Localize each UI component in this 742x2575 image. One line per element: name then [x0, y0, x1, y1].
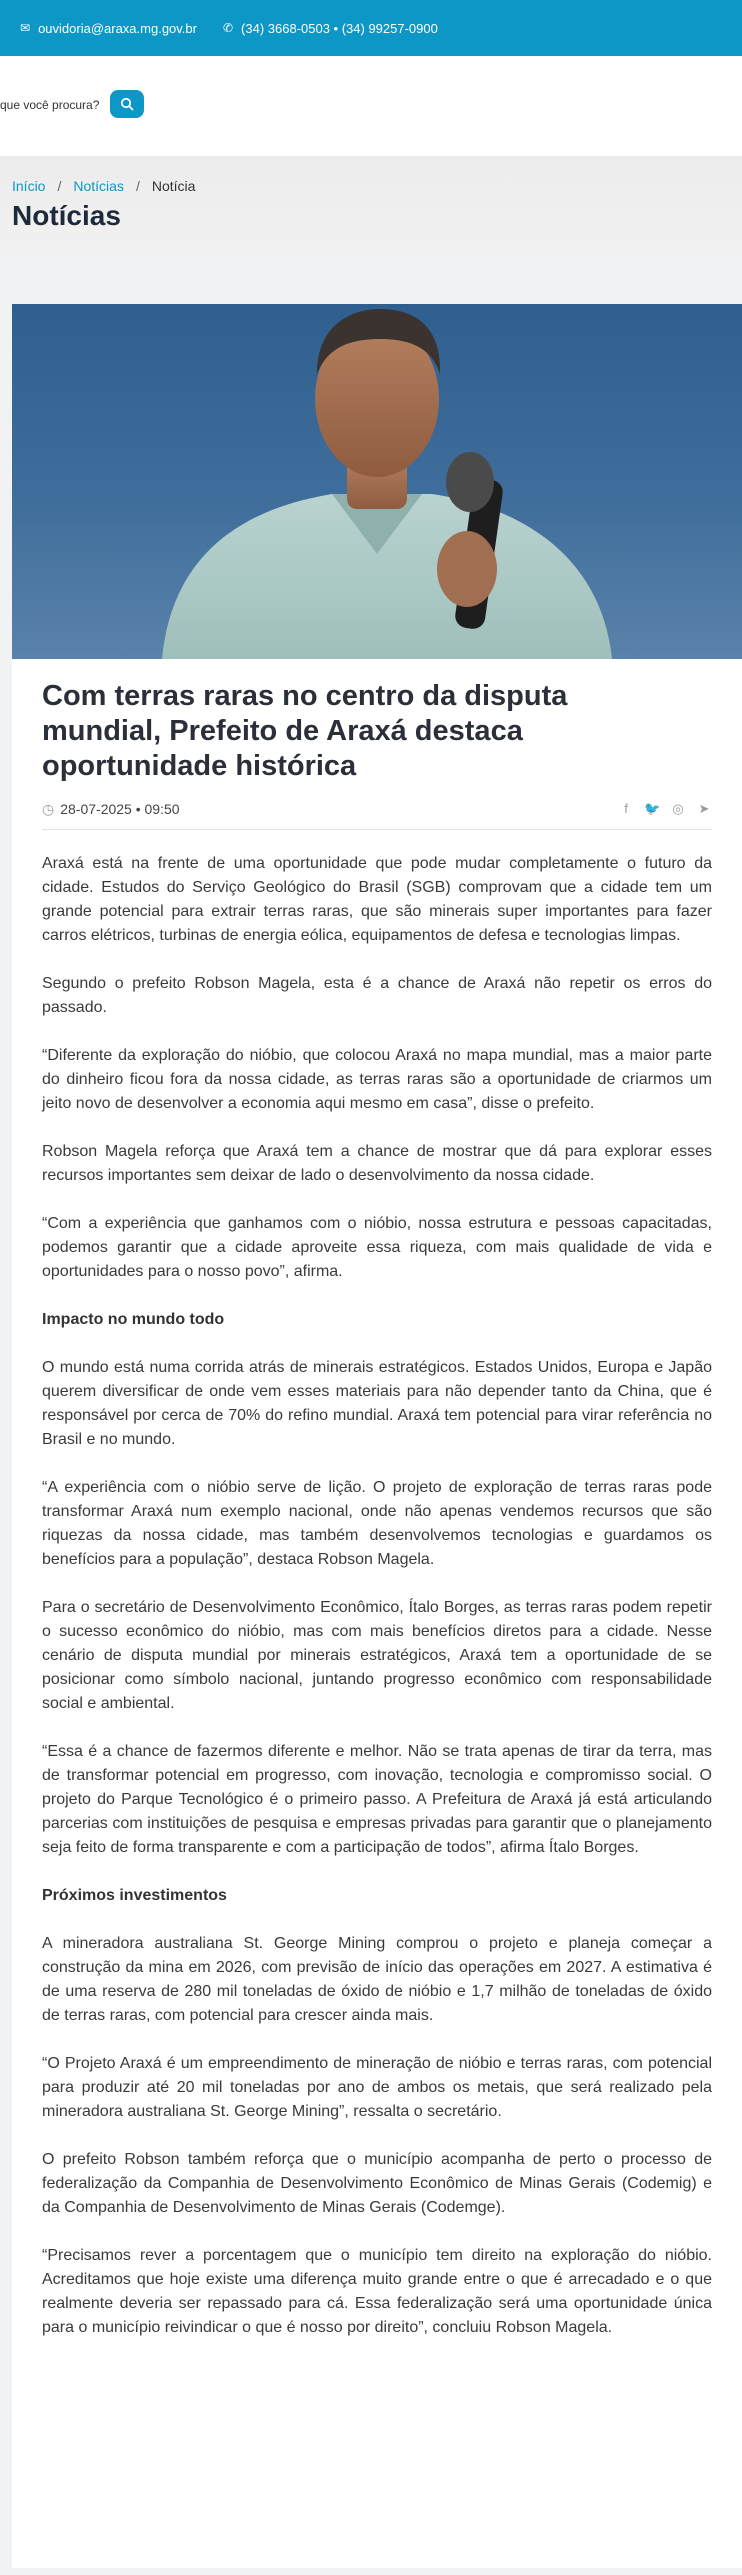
article-paragraph: Robson Magela reforça que Araxá tem a chance de mostrar que dá para explorar esses recursos importantes sem deixar de lado o desenvolvimento da nossa cidade. — [42, 1143, 712, 1184]
article-paragraph: O prefeito Robson também reforça que o município acompanha de perto o processo de federalização da Companhia de Desenvolvimento Econômico de Minas Gerais (Codemig) e da Companhia de Desenvolvimento de Minas Gerais (Codemge). — [42, 2151, 712, 2216]
article-paragraph: “Precisamos rever a porcentagem que o município tem direito na exploração do nióbio. Acreditamos que hoje existe uma diferença muito grande entre o que é arrecadado e o que realmente deveria ser repassado para cá. Essa federalização será uma oportunidade única para o município reivindicar o que é nosso por direito”, concluiu Robson Magela. — [42, 2247, 712, 2336]
whatsapp-icon[interactable]: ◎ — [672, 801, 684, 816]
share-buttons — [618, 801, 712, 817]
article-paragraph: “O Projeto Araxá é um empreendimento de mineração de nióbio e terras raras, com potencial para produzir até 20 mil toneladas por ano de ambos os metais, que será realizado pela mineradora australiana St. George Mining”, ressalta o secretário. — [42, 2055, 712, 2120]
article-paragraph: “A experiência com o nióbio serve de lição. O projeto de exploração de terras raras pode transformar Araxá num exemplo nacional, onde não apenas vendemos recursos que são riquezas da nossa cidade, mas também desenvolvemos tecnologias e guardamos os benefícios para a população”, destaca Robson Magela. — [42, 1479, 712, 1568]
article-title: Com terras raras no centro da disputa mundial, Prefeito de Araxá destaca oportunidade histórica — [42, 680, 568, 782]
article-paragraph: “Diferente da exploração do nióbio, que colocou Araxá no mapa mundial, mas a maior parte do dinheiro ficou fora da nossa cidade, as terras raras são a oportunidade de criarmos um jeito novo de desenvolver a economia aqui mesmo em casa”, disse o prefeito. — [42, 1047, 712, 1112]
search-button[interactable] — [110, 90, 144, 118]
article-date: 28-07-2025 • 09:50 — [60, 801, 180, 817]
article-paragraph: Para o secretário de Desenvolvimento Econômico, Ítalo Borges, as terras raras podem repetir o sucesso econômico do nióbio, mas com mais benefícios diretos para a cidade. Nesse cenário de disputa mundial por minerais estratégicos, Araxá tem a oportunidade de se posicionar como símbolo nacional, juntando progresso econômico com responsabilidade social e ambiental. — [42, 1599, 712, 1712]
breadcrumb-current: Notícia — [151, 178, 196, 194]
article-paragraph: “Essa é a chance de fazermos diferente e melhor. Não se trata apenas de tirar da terra, mas de transformar potencial em progresso, com inovação, tecnologia e compromisso social. O projeto do Parque Tecnológico é o primeiro passo. A Prefeitura de Araxá já está articulando parcerias com instituições de pesquisa e empresas privadas para garantir que o planejamento seja feito de forma transparente e com a participação de todos”, afirma Ítalo Borges. — [42, 1743, 712, 1856]
divider — [42, 829, 712, 830]
site-header — [0, 56, 742, 156]
article-photo-illustration — [12, 304, 742, 659]
contact-phone[interactable] — [223, 21, 438, 36]
breadcrumb-separator: / — [135, 178, 140, 194]
search-icon — [120, 97, 134, 111]
facebook-icon[interactable]: f — [624, 801, 628, 816]
article-card — [12, 304, 742, 2568]
article-paragraph: Segundo o prefeito Robson Magela, esta é a chance de Araxá não repetir os erros do passado. — [42, 975, 712, 1016]
section-heading: Impacto no mundo todo — [42, 1311, 225, 1328]
page-title: Notícias — [12, 200, 121, 231]
breadcrumb-home[interactable]: Início — [12, 178, 46, 194]
article-photo — [12, 304, 742, 659]
contact-email[interactable] — [20, 21, 197, 36]
section-heading: Próximos investimentos — [42, 1887, 227, 1904]
phone-icon: ✆ — [222, 21, 234, 35]
article-paragraph: Araxá está na frente de uma oportunidade que pode mudar completamente o futuro da cidade. Estudos do Serviço Geológico do Brasil (SGB) comprovam que a cidade tem um grande potencial para extrair terras raras, que são minerais super importantes para fazer carros elétricos, turbinas de energia eólica, equipamentos de defesa e tecnologias limpas. — [42, 855, 712, 944]
contact-phone-text: (34) 3668-0503 • (34) 99257-0900 — [241, 20, 438, 36]
article-paragraph: O mundo está numa corrida atrás de minerais estratégicos. Estados Unidos, Europa e Japão querem diversificar de onde vem esses materiais para não depender tanto da China, que é responsável por cerca de 70% do refino mundial. Araxá tem potencial para virar referência no Brasil e no mundo. — [42, 1359, 712, 1448]
breadcrumb-section[interactable]: Notícias — [73, 178, 124, 194]
twitter-icon[interactable]: 🐦 — [644, 801, 661, 816]
clock-icon: ◷ — [42, 800, 55, 817]
article-paragraph: A mineradora australiana St. George Mining comprou o projeto e planeja começar a construção da mina em 2026, com previsão de início das operações em 2027. A estimativa é de uma reserva de 280 mil toneladas de óxido de nióbio e 1,7 milhão de toneladas de óxido de terras raras, com potencial para crescer ainda mais. — [42, 1935, 712, 2024]
page-hero — [0, 156, 742, 266]
article-paragraph: “Com a experiência que ganhamos com o nióbio, nossa estrutura e pessoas capacitadas, podemos garantir que a cidade aproveite essa riqueza, com mais qualidade de vida e oportunidades para o nosso povo”, afirma. — [42, 1215, 712, 1280]
article-body — [42, 852, 712, 2364]
search-input[interactable]: que você procura? — [0, 98, 100, 112]
top-contact-bar — [0, 0, 742, 56]
contact-email-text: ouvidoria@araxa.mg.gov.br — [38, 20, 197, 36]
article-meta — [42, 797, 712, 821]
envelope-icon: ✉ — [20, 21, 31, 35]
breadcrumb-separator: / — [57, 178, 62, 194]
telegram-icon[interactable]: ➤ — [698, 801, 710, 816]
breadcrumb — [12, 178, 195, 194]
